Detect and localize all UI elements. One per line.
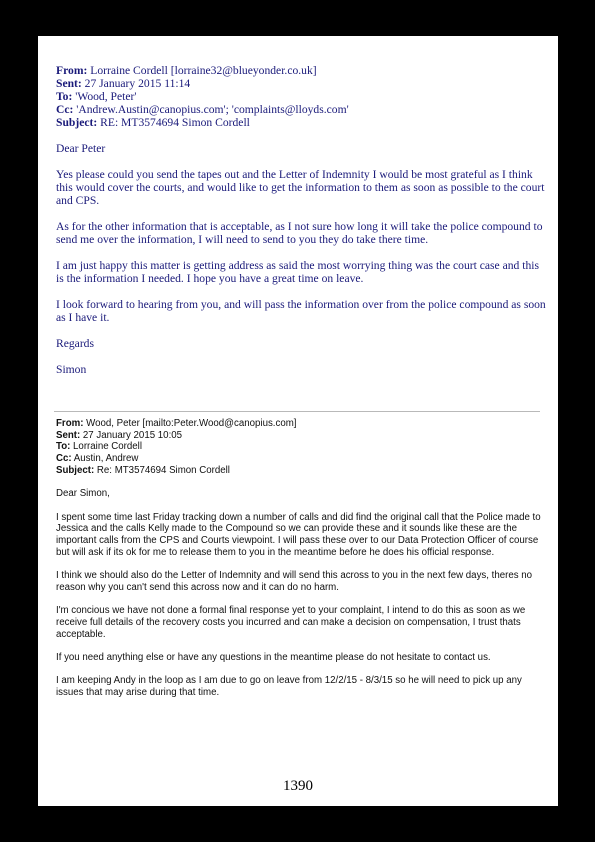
document-page <box>38 36 558 806</box>
email-header-sent: Sent: 27 January 2015 11:14 <box>56 77 191 90</box>
page-number: 1390 <box>283 778 313 794</box>
email-paragraph: I am just happy this matter is getting address as said the most worrying thing was the court case and this is the information I needed. I hope you have a great time on leave. <box>56 259 539 285</box>
email-paragraph: As for the other information that is acceptable, as I not sure how long it will take the police compound to send me over the information, I will need to send to you they do take there time. <box>56 220 543 246</box>
email-signature: Simon <box>56 363 87 376</box>
email-header-from: From: Lorraine Cordell [lorraine32@blueyonder.co.uk] <box>56 64 317 77</box>
email-closing: Regards <box>56 337 94 350</box>
email-header-cc: Cc: 'Andrew.Austin@canopius.com'; 'complaints@lloyds.com' <box>56 103 349 116</box>
email-paragraph: I am keeping Andy in the loop as I am due to go on leave from 12/2/15 - 8/3/15 so he will need to pick up any issues that may arise during that time. <box>56 675 522 699</box>
email-paragraph: I think we should also do the Letter of Indemnity and will send this across to you in the next few days, theres no reason why you can't send this across now and it can do no harm. <box>56 570 533 593</box>
email-paragraph: I'm concious we have not done a formal final response yet to your complaint, I intend to do this as soon as we receive full details of the recovery costs you incurred and can make a decision on compensation, I trust thats acceptable. <box>56 605 526 640</box>
email-paragraph: Yes please could you send the tapes out and the Letter of Indemnity I would be most grateful as I think this would cover the courts, and would like to get the information to them as soon as possible to the court and CPS. <box>56 168 545 207</box>
email-header-to: To: Lorraine Cordell <box>56 441 142 453</box>
email-header-to: To: 'Wood, Peter' <box>56 90 137 103</box>
email-header-subject: Subject: Re: MT3574694 Simon Cordell <box>56 464 230 476</box>
email-greeting: Dear Peter <box>56 142 106 155</box>
email-header-from: From: Wood, Peter [mailto:Peter.Wood@canopius.com] <box>56 418 297 429</box>
email-paragraph: I spent some time last Friday tracking down a number of calls and did find the original call that the Police made to Jessica and the calls Kelly made to the Compound so we can provide these and it sounds like these are the important calls from the CPS and Courts viewpoint. I will pass these over to our Data Protection Officer of course but will ask if its ok for me to release them to you in the meantime before he does his official response. <box>56 511 541 558</box>
email-paragraph: I look forward to hearing from you, and will pass the information over from the police compound as soon as I have it. <box>56 298 546 324</box>
email-header-sent: Sent: 27 January 2015 10:05 <box>56 429 183 441</box>
email-separator <box>54 411 540 412</box>
reply-email <box>56 64 546 389</box>
original-email <box>56 418 544 710</box>
email-paragraph: If you need anything else or have any questions in the meantime please do not hesitate to contact us. <box>56 651 491 663</box>
email-greeting: Dear Simon, <box>56 488 110 500</box>
email-header-cc: Cc: Austin, Andrew <box>56 453 139 465</box>
email-header-subject: Subject: RE: MT3574694 Simon Cordell <box>56 116 250 129</box>
